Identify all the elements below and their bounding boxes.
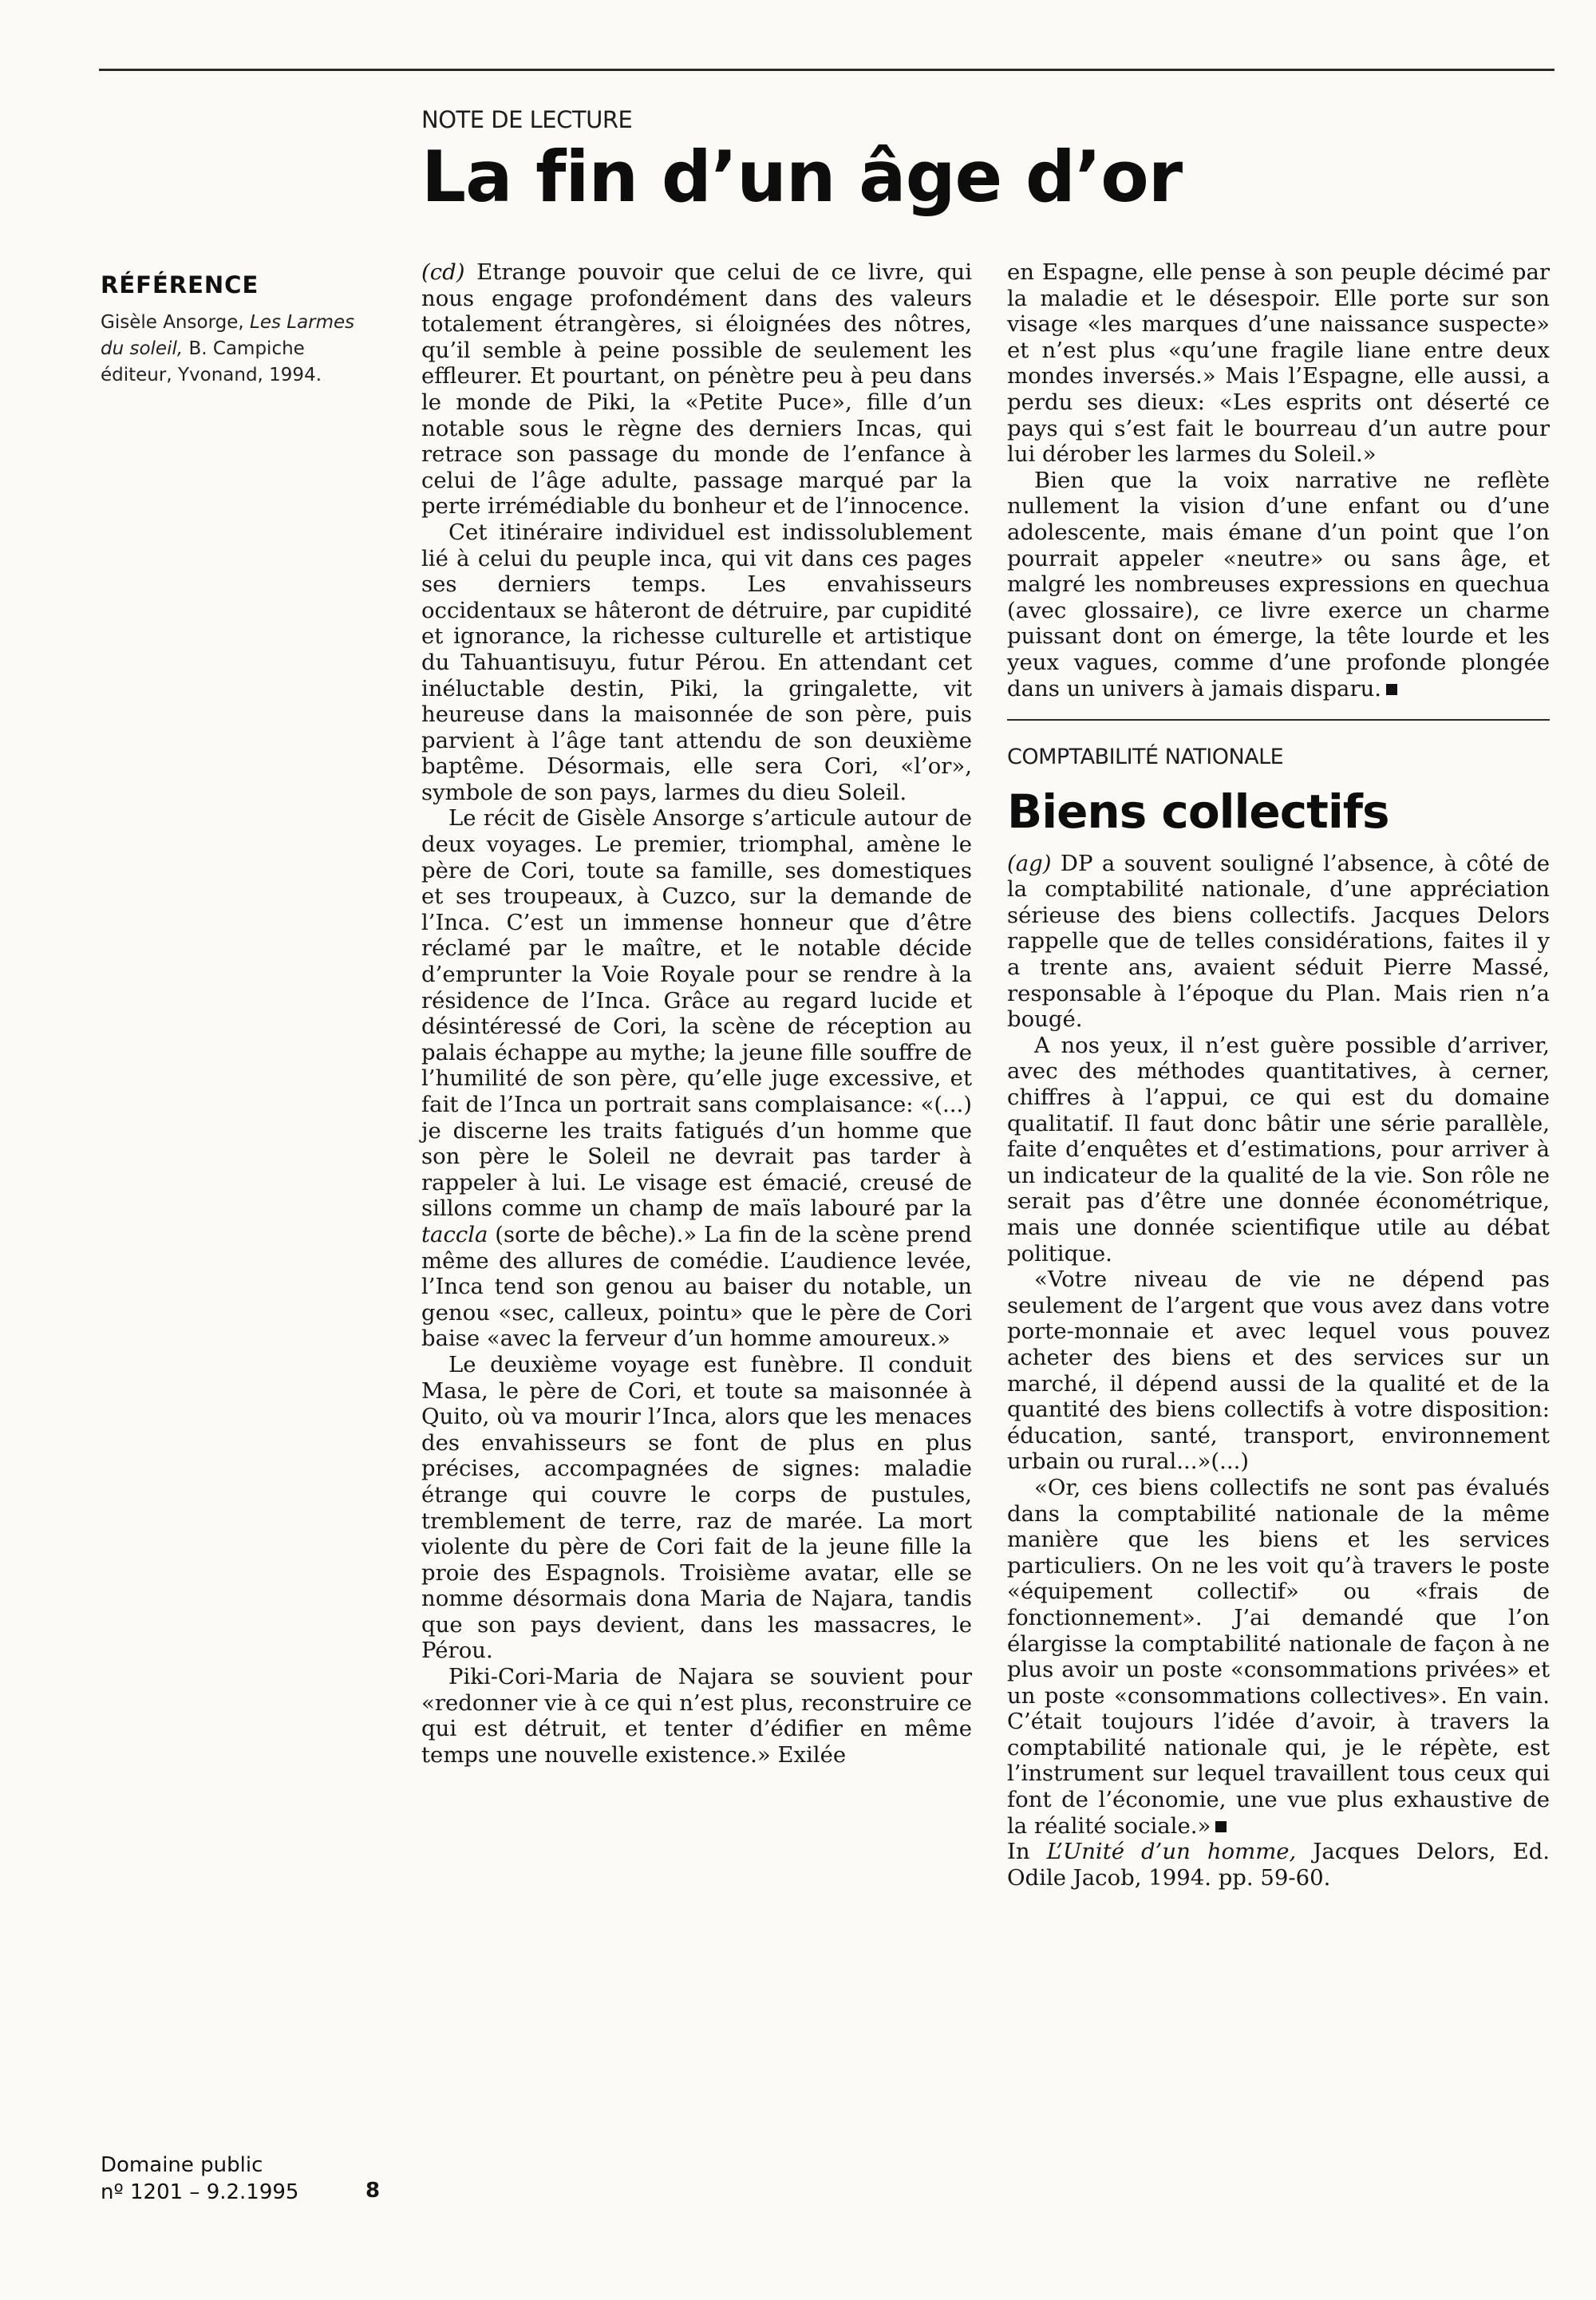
reference-text bbox=[101, 310, 380, 389]
page-number: 8 bbox=[365, 2179, 381, 2203]
article2-paragraph-3: «Votre niveau de vie ne dépend pas seulement de l’argent que vous avez dans votre porte-monnaie et avec lequel vous pouvez acheter des biens et des services sur un marché, il dépend aussi de la qualité et de la quantité des biens collectifs à votre disposition: éducation, santé, transport, environnement urbain ou rural...»(...) bbox=[1007, 1267, 1550, 1475]
reference-book-title: Les Larmes du soleil, bbox=[101, 312, 355, 359]
article1-paragraph-4: Le deuxième voyage est funèbre. Il conduit Masa, le père de Cori, et toute sa maisonnée à Quito, où va mourir l’Inca, alors que les menaces des envahisseurs se font de plus en plus précises, accompagnées de signes: maladie étrange qui couvre le corps de pustules, tremblement de terre, raz de marée. La mort violente du père de Cori fait de la jeune fille la proie des Espagnols. Troisième avatar, elle se nomme désormais dona Maria de Najara, tandis que son pays devient, dans les massacres, le Pérou. bbox=[421, 1351, 972, 1664]
top-rule bbox=[99, 69, 1555, 71]
article1-italic-term: taccla bbox=[421, 1221, 488, 1247]
article1-paragraph-2: Cet itinéraire individuel est indissolublement lié à celui du peuple inca, qui vit dans ces pages ses derniers temps. Les envahisseurs occidentaux se hâteront de détruire, par cupidité et ignorance, la richesse culturelle et artistique du Tahuantisuyu, futur Pérou. En attendant cet inéluctable destin, Piki, la gringalette, vit heureuse dans la maisonnée de son père, puis parvient à l’âge tant attendu de son deuxième baptême. Désormais, elle sera Cori, «l’or», symbole de son pays, larmes du dieu Soleil. bbox=[421, 519, 972, 805]
article1-kicker: NOTE DE LECTURE bbox=[421, 106, 633, 133]
article2-byline: (ag) bbox=[1007, 850, 1052, 876]
reference-author: Gisèle Ansorge, bbox=[101, 312, 244, 333]
article1-paragraph-1: (cd) Etrange pouvoir que celui de ce livre, qui nous engage profondément dans des valeurs totalement étrangères, si éloignées des nôtres, qu’il semble à peine possible de seulement les effleurer. Et pourtant, on pénètre peu à peu dans le monde de Piki, la «Petite Puce», fille d’un notable sous le règne des derniers Incas, qui retrace son passage du monde de l’enfance à celui de l’âge adulte, passage marqué par la perte irrémédiable du bonheur et de l’innocence. bbox=[421, 259, 972, 520]
footer bbox=[101, 2152, 380, 2206]
reference-box bbox=[101, 271, 380, 389]
source-book-title: L’Unité d’un homme, bbox=[1046, 1839, 1297, 1865]
reference-heading: RÉFÉRENCE bbox=[101, 271, 259, 298]
article2-kicker: COMPTABILITÉ NATIONALE bbox=[1007, 745, 1284, 770]
article2-paragraph-2: A nos yeux, il n’est guère possible d’arriver, avec des méthodes quantitatives, à cerner, chiffres à l’appui, ce qui est du domaine qualitatif. Il faut donc bâtir une série parallèle, faite d’enquêtes et d’estimations, pour arriver à un indicateur de la qualité de la vie. Son rôle ne serait pas d’être une donnée économétrique, mais une donnée scientifique utile au débat politique. bbox=[1007, 1032, 1550, 1267]
right-column bbox=[1007, 259, 1550, 1891]
article1-paragraph-5-continued: en Espagne, elle pense à son peuple décimé par la maladie et le désespoir. Elle porte sur son visage «les marques d’une naissance suspecte» et n’est plus «qu’une fragile liane entre deux mondes inversés.» Mais l’Espagne, elle aussi, a perdu ses dieux: «Les esprits ont déserté ce pays qui s’est fait le bourreau d’un autre pour lui dérober les larmes du Soleil.» bbox=[1007, 259, 1550, 468]
article1-title: La fin d’un âge d’or bbox=[421, 136, 1183, 218]
issue-info: nº 1201 – 9.2.1995 bbox=[101, 2180, 299, 2204]
article1-paragraph-3: Le récit de Gisèle Ansorge s’articule autour de deux voyages. Le premier, triomphal, amène le père de Cori, toute sa famille, ses domestiques et ses troupeaux, à Cuzco, sur la demande de l’Inca. C’est un immense honneur que d’être réclamé par le maître, et le notable décide d’emprunter la Voie Royale pour se rendre à la résidence de l’Inca. Grâce au regard lucide et désintéressé de Cori, la scène de réception au palais échappe au mythe; la jeune fille souffre de l’humilité de son père, qu’elle juge excessive, et fait de l’Inca un portrait sans complaisance: «(...) je discerne les traits fatigués d’un homme que son père le Soleil ne devrait pas tarder à rappeler à lui. Le visage est émacié, creusé de sillons comme un champ de maïs labouré par la taccla (sorte de bêche).» La fin de la scène prend même des allures de comédie. L’audience levée, l’Inca tend son genou au baiser du notable, un genou «sec, calleux, pointu» que le père de Cori baise «avec la ferveur d’un homme amoureux.» bbox=[421, 805, 972, 1352]
publication-name: Domaine public bbox=[101, 2153, 263, 2177]
end-mark-icon bbox=[1386, 684, 1397, 695]
article2-source: In L’Unité d’un homme, Jacques Delors, Ed. Odile Jacob, 1994. pp. 59-60. bbox=[1007, 1839, 1550, 1891]
section-divider bbox=[1007, 719, 1550, 721]
article2-paragraph-1: (ag) DP a souvent souligné l’absence, à côté de la comptabilité nationale, d’une appréciation sérieuse des biens collectifs. Jacques Delors rappelle que de telles considérations, faites il y a trente ans, avaient séduit Pierre Massé, responsable à l’époque du Plan. Mais rien n’a bougé. bbox=[1007, 850, 1550, 1033]
article2-title: Biens collectifs bbox=[1007, 784, 1389, 839]
reference-publisher: B. Campiche éditeur, Yvonand, 1994. bbox=[101, 338, 322, 385]
article1-paragraph-5: Piki-Cori-Maria de Najara se souvient pour «redonner vie à ce qui n’est plus, reconstruire ce qui est détruit, et tenter d’édifier en même temps une nouvelle existence.» Exilée bbox=[421, 1664, 972, 1768]
article1-byline: (cd) bbox=[421, 259, 465, 285]
article1-column-1 bbox=[421, 259, 972, 1768]
article2-paragraph-4: «Or, ces biens collectifs ne sont pas évalués dans la comptabilité nationale de la même manière que les biens et les services particuliers. On ne les voit qu’à travers le poste «équipement collectif» ou «frais de fonctionnement». J’ai demandé que l’on élargisse la comptabilité nationale de façon à ne plus avoir un poste «consommations privées» et un poste «consommations collectives». En vain. C’était toujours l’idée d’avoir, à travers la comptabilité nationale qui, je le répète, est l’instrument sur lequel travaillent tous ceux qui font de l’économie, une vue plus exhaustive de la réalité sociale.» bbox=[1007, 1474, 1550, 1839]
end-mark-icon bbox=[1215, 1821, 1227, 1832]
article1-paragraph-6: Bien que la voix narrative ne reflète nullement la vision d’une enfant ou d’une adolescente, mais émane d’un point que l’on pourrait appeler «neutre» ou sans âge, et malgré les nombreuses expressions en quechua (avec glossaire), ce livre exerce un charme puissant dont on émerge, la tête lourde et les yeux vagues, comme d’une profonde plongée dans un univers à jamais disparu. bbox=[1007, 467, 1550, 701]
